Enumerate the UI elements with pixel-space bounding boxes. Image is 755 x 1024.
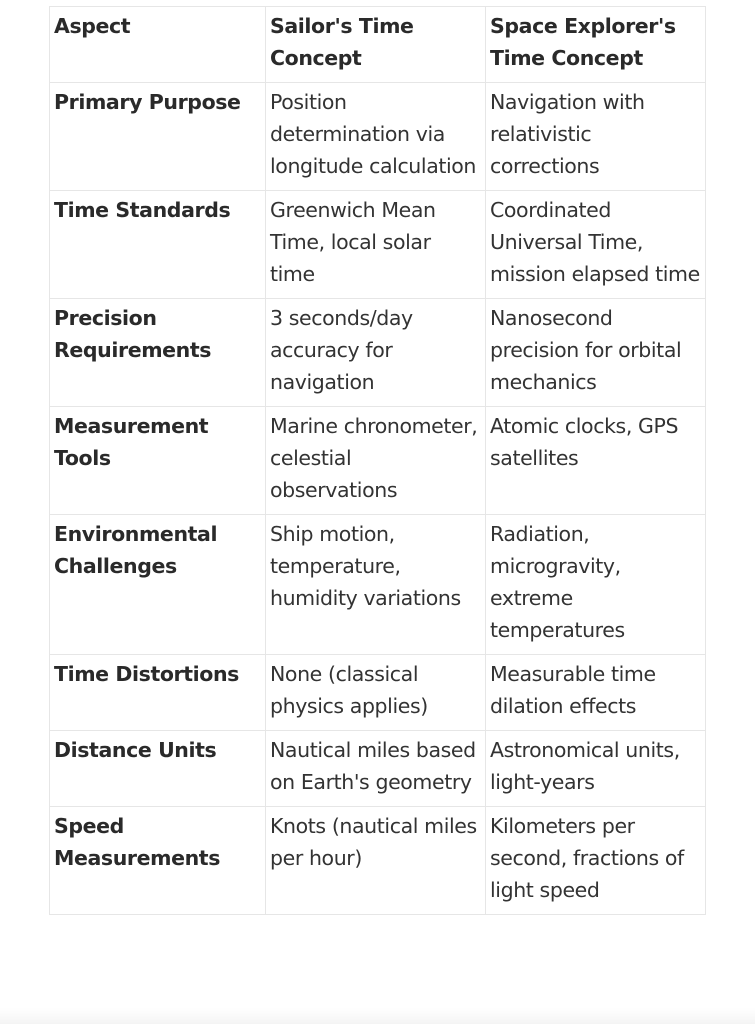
- row-sailor-value: Marine chronometer, celestial observations: [266, 407, 486, 515]
- row-space-value: Coordinated Universal Time, mission elapsed time: [486, 191, 706, 299]
- row-aspect: Environmental Challenges: [50, 515, 266, 655]
- table-row: [50, 731, 706, 807]
- comparison-table-container: [49, 6, 705, 915]
- table-row: [50, 191, 706, 299]
- row-aspect: Distance Units: [50, 731, 266, 807]
- row-space-value: Astronomical units, light-years: [486, 731, 706, 807]
- table-row: [50, 655, 706, 731]
- row-aspect: Speed Measurements: [50, 807, 266, 915]
- header-sailor: Sailor's Time Concept: [266, 7, 486, 83]
- row-sailor-value: None (classical physics applies): [266, 655, 486, 731]
- row-sailor-value: Greenwich Mean Time, local solar time: [266, 191, 486, 299]
- row-aspect: Time Distortions: [50, 655, 266, 731]
- row-sailor-value: Nautical miles based on Earth's geometry: [266, 731, 486, 807]
- row-aspect: Primary Purpose: [50, 83, 266, 191]
- row-sailor-value: Knots (nautical miles per hour): [266, 807, 486, 915]
- table-row: [50, 299, 706, 407]
- row-sailor-value: Ship motion, temperature, humidity variations: [266, 515, 486, 655]
- row-sailor-value: Position determination via longitude calculation: [266, 83, 486, 191]
- row-aspect: Precision Requirements: [50, 299, 266, 407]
- table-row: [50, 515, 706, 655]
- header-space-explorer: Space Explorer's Time Concept: [486, 7, 706, 83]
- row-aspect: Time Standards: [50, 191, 266, 299]
- row-space-value: Nanosecond precision for orbital mechanics: [486, 299, 706, 407]
- table-row: [50, 807, 706, 915]
- table-row: [50, 407, 706, 515]
- table-header-row: [50, 7, 706, 83]
- bottom-fade: [0, 1008, 755, 1024]
- row-sailor-value: 3 seconds/day accuracy for navigation: [266, 299, 486, 407]
- comparison-table: [49, 6, 706, 915]
- row-space-value: Radiation, microgravity, extreme temperatures: [486, 515, 706, 655]
- row-space-value: Atomic clocks, GPS satellites: [486, 407, 706, 515]
- table-row: [50, 83, 706, 191]
- row-space-value: Navigation with relativistic corrections: [486, 83, 706, 191]
- row-space-value: Measurable time dilation effects: [486, 655, 706, 731]
- row-aspect: Measurement Tools: [50, 407, 266, 515]
- header-aspect: Aspect: [50, 7, 266, 83]
- row-space-value: Kilometers per second, fractions of light speed: [486, 807, 706, 915]
